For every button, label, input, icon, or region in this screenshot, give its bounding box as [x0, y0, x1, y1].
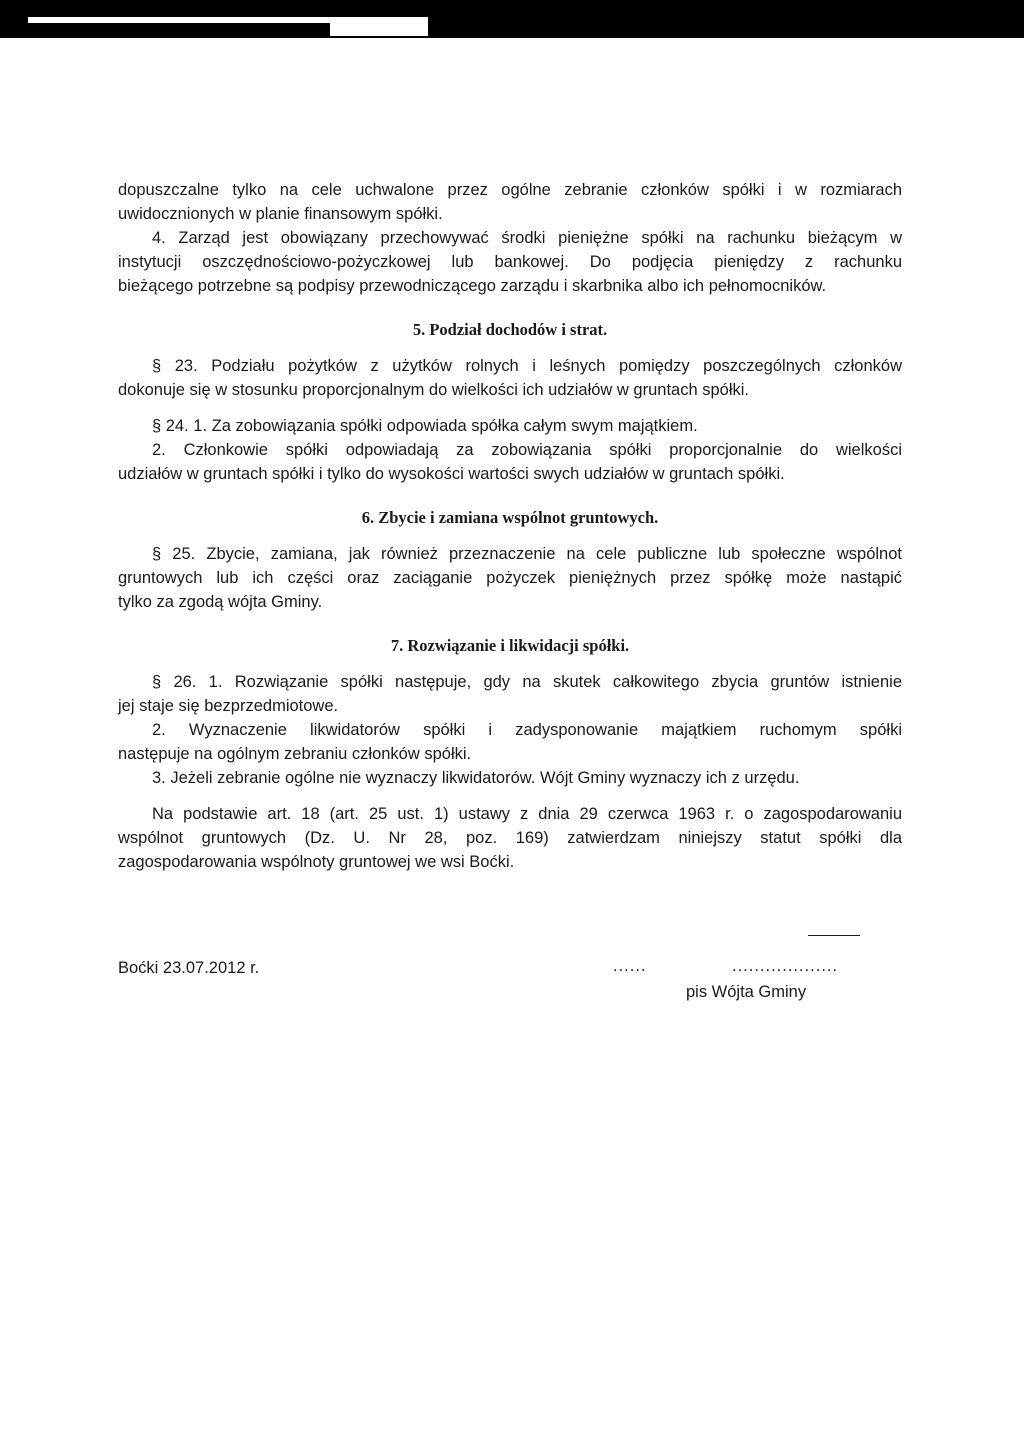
signature-dots-left: ...... [613, 957, 647, 975]
text-line: zagospodarowania wspólnoty gruntowej we wsi Boćki. [118, 853, 515, 871]
scan-artifact-tail [330, 22, 428, 36]
section-heading-7: 7. Rozwiązanie i likwidacji spółki. [390, 636, 630, 655]
text-line: 2. Członkowie spółki odpowiadają za zobowiązania spółki proporcjonalnie do wielkości [152, 441, 902, 459]
text-line: 2. Wyznaczenie likwidatorów spółki i zadysponowanie majątkiem ruchomym spółki [152, 721, 902, 739]
text-line: § 23. Podziału pożytków z użytków rolnych i leśnych pomiędzy poszczególnych członków [152, 357, 902, 375]
signature-caption: pis Wójta Gminy [686, 983, 807, 1001]
document-sheet [0, 38, 1024, 1446]
text-line: 3. Jeżeli zebranie ogólne nie wyznaczy likwidatorów. Wójt Gminy wyznaczy ich z urzędu. [152, 769, 800, 787]
signature-stroke [808, 935, 860, 936]
text-line: jej staje się bezprzedmiotowe. [118, 697, 339, 715]
text-line: gruntowych lub ich części oraz zaciąganie pożyczek pieniężnych przez spółkę może nastąpić [118, 569, 902, 587]
text-line: § 26. 1. Rozwiązanie spółki następuje, gdy na skutek całkowitego zbycia gruntów istnienie [152, 673, 902, 691]
text-line: dopuszczalne tylko na cele uchwalone przez ogólne zebranie członków spółki i w rozmiarach [118, 181, 902, 199]
text-line: § 24. 1. Za zobowiązania spółki odpowiada spółka całym swym majątkiem. [152, 417, 698, 435]
text-line: wspólnot gruntowych (Dz. U. Nr 28, poz. 169) zatwierdzam niniejszy statut spółki dla [118, 829, 902, 847]
document-body [118, 178, 902, 874]
text-line: Na podstawie art. 18 (art. 25 ust. 1) ustawy z dnia 29 czerwca 1963 r. o zagospodarowaniu [152, 805, 902, 823]
text-line: następuje na ogólnym zebraniu członków spółki. [118, 745, 472, 763]
section-heading-6: 6. Zbycie i zamiana wspólnot gruntowych. [361, 508, 659, 527]
signature-block [118, 953, 902, 1013]
text-line: dokonuje się w stosunku proporcjonalnym do wielkości ich udziałów w gruntach spółki. [118, 381, 749, 399]
text-line: bieżącego potrzebne są podpisy przewodniczącego zarządu i skarbnika albo ich pełnomocników. [118, 277, 827, 295]
scan-border [0, 0, 430, 38]
text-line: § 25. Zbycie, zamiana, jak również przeznaczenie na cele publiczne lub społeczne wspólnot [152, 545, 902, 563]
place-date: Boćki 23.07.2012 r. [118, 959, 260, 977]
text-line: uwidocznionych w planie finansowym spółki. [118, 205, 443, 223]
text-line: 4. Zarząd jest obowiązany przechowywać środki pieniężne spółki na rachunku bieżącym w [152, 229, 902, 247]
text-line: instytucji oszczędnościowo-pożyczkowej lub bankowej. Do podjęcia pieniędzy z rachunku [118, 253, 902, 271]
text-line: tylko za zgodą wójta Gminy. [118, 593, 323, 611]
section-heading-5: 5. Podział dochodów i strat. [412, 320, 608, 339]
text-line: udziałów w gruntach spółki i tylko do wysokości wartości swych udziałów w gruntach spółki. [118, 465, 785, 483]
signature-dots-right: ................... [732, 957, 839, 975]
